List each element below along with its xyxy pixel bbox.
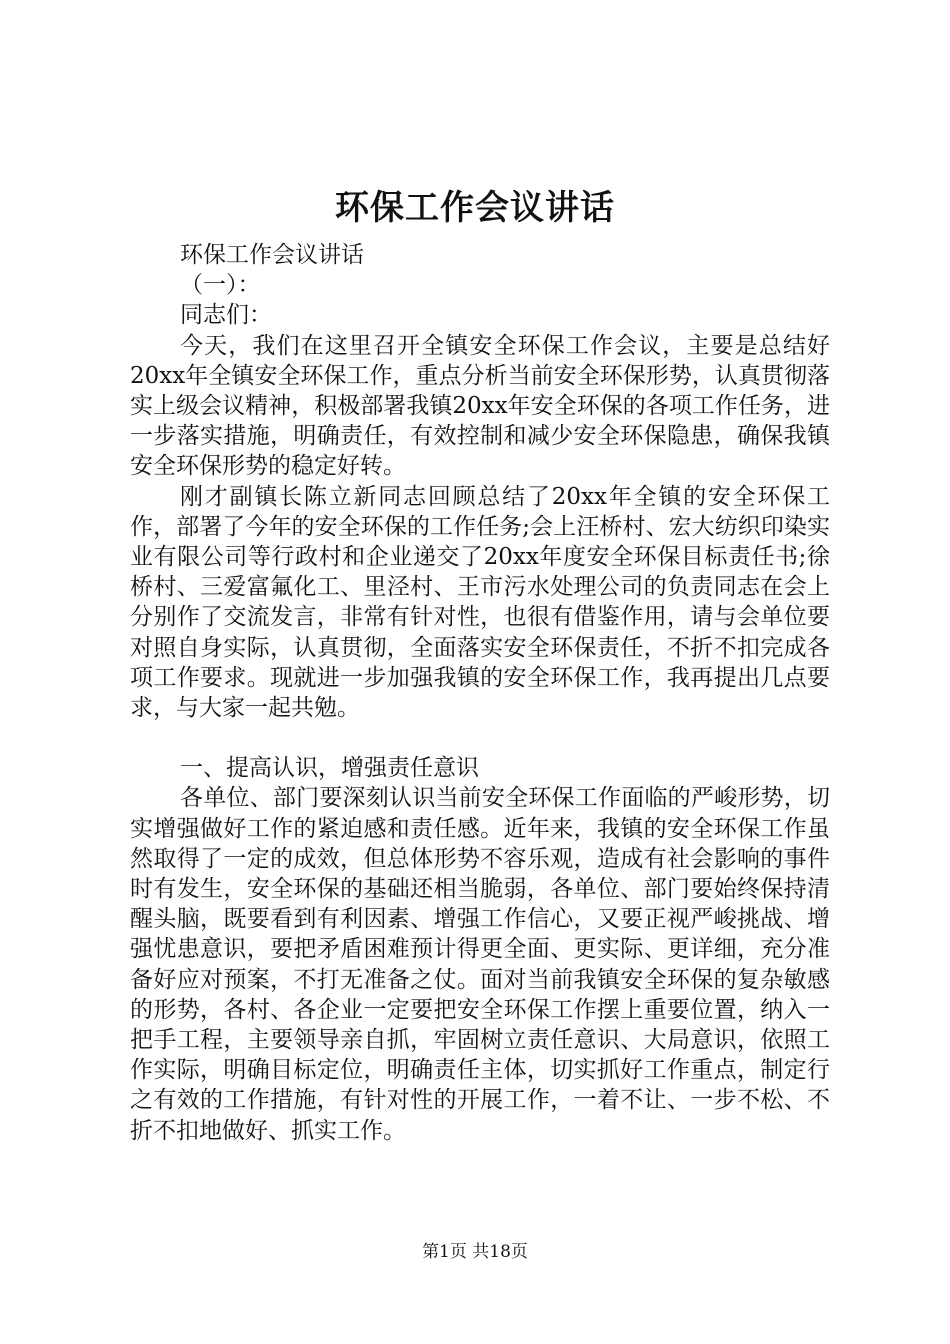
paragraph-review: 刚才副镇长陈立新同志回顾总结了20xx年全镇的安全环保工作，部署了今年的安全环保的工作任务;会上汪桥村、宏大纺织印染实业有限公司等行政村和企业递交了20xx年度安全环保目标责任书;徐桥村、三爱富氟化工、里泾村、王市污水处理公司的负责同志在会上分别作了交流发言，非常有针对性，也很有借鉴作用，请与会单位要对照自身实际，认真贯彻，全面落实安全环保责任，不折不扣完成各项工作要求。现就进一步加强我镇的安全环保工作，我再提出几点要求，与大家一起共勉。 (130, 483, 830, 722)
document-title: 环保工作会议讲话 (335, 188, 615, 228)
salutation: 同志们： (180, 302, 272, 329)
paragraph-section-1: 各单位、部门要深刻认识当前安全环保工作面临的严峻形势，切实增强做好工作的紧迫感和责任感。近年来，我镇的安全环保工作虽然取得了一定的成效，但总体形势不容乐观，造成有社会影响的事件时有发生，安全环保的基础还相当脆弱，各单位、部门要始终保持清醒头脑，既要看到有利因素、增强工作信心，又要正视严峻挑战、增强忧患意识，要把矛盾困难预计得更全面、更实际、更详细，充分准备好应对预案，不打无准备之仗。面对当前我镇安全环保的复杂敏感的形势，各村、各企业一定要把安全环保工作摆上重要位置，纳入一把手工程，主要领导亲自抓，牢固树立责任意识、大局意识，依照工作实际，明确目标定位，明确责任主体，切实抓好工作重点，制定行之有效的工作措施，有针对性的开展工作，一着不让、一步不松、不折不扣地做好、抓实工作。 (130, 785, 830, 1144)
document-body (130, 240, 830, 1146)
document-subtitle: 环保工作会议讲话 (180, 242, 364, 268)
section-mark: （一）： (180, 272, 261, 299)
paragraph-spacer (130, 723, 830, 753)
page-footer: 第1页 共18页 (422, 1242, 528, 1262)
paragraph-opening: 今天，我们在这里召开全镇安全环保工作会议，主要是总结好20xx年全镇安全环保工作，重点分析当前安全环保形势，认真贯彻落实上级会议精神，积极部署我镇20xx年安全环保的各项工作任务，进一步落实措施，明确责任，有效控制和减少安全环保隐患，确保我镇安全环保形势的稳定好转。 (130, 332, 830, 480)
section-heading-1: 一、提高认识，增强责任意识 (180, 755, 479, 782)
